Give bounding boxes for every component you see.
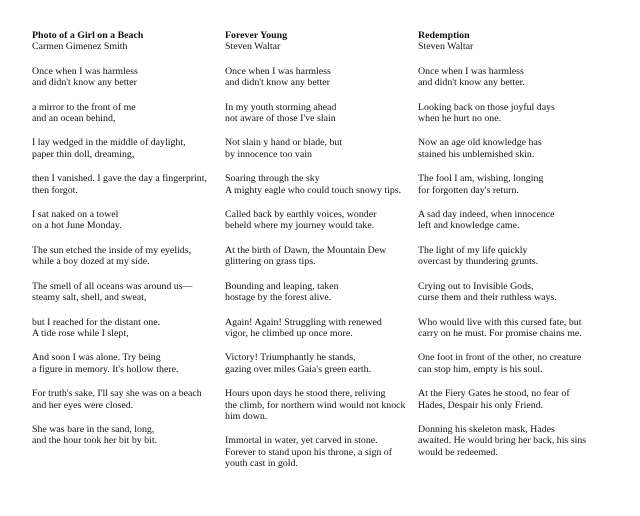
poem-line: Again! Again! Struggling with renewed bbox=[225, 316, 382, 328]
poem-line: the climb, for northern wind would not knock bbox=[225, 399, 406, 411]
stanza bbox=[418, 137, 610, 160]
stanza bbox=[418, 352, 610, 375]
poem-line: For truth's sake, I'll say she was on a beach bbox=[32, 388, 202, 400]
poem-author: Steven Waltar bbox=[418, 41, 474, 53]
poem-line: carry on he must. For promise chains me. bbox=[418, 327, 582, 339]
poem-line: Forever to stand upon his throne, a sign of bbox=[225, 446, 393, 458]
poem-line: awaited. He would bring her back, his sins bbox=[418, 435, 587, 447]
poem-line: him down. bbox=[225, 410, 268, 422]
poem-line: and the hour took her bit by bit. bbox=[32, 435, 158, 447]
poem-line: stained his unblemished skin. bbox=[418, 148, 535, 160]
stanza bbox=[32, 281, 220, 304]
poem-line: glittering on grass tips. bbox=[225, 256, 316, 268]
poem-line: and didn't know any better bbox=[225, 77, 330, 89]
poem-line: while a boy dozed at my side. bbox=[32, 256, 150, 268]
poem-line: Not slain y hand or blade, but bbox=[225, 137, 343, 149]
poem-line: A tide rose while I slept, bbox=[32, 327, 129, 339]
poem-line: Victory! Triumphantly he stands, bbox=[225, 352, 356, 364]
stanza bbox=[32, 137, 220, 160]
poem-line: vigor, he climbed up once more. bbox=[225, 327, 353, 339]
poem-line: She was bare in the sand, long, bbox=[32, 423, 155, 435]
poem-line: on a hot June Monday. bbox=[32, 220, 122, 232]
stanza bbox=[225, 66, 415, 89]
poem-line: then I vanished. I gave the day a fingerprint, bbox=[32, 173, 207, 185]
stanza bbox=[32, 245, 220, 268]
poem-column bbox=[418, 30, 610, 471]
poem-line: Crying out to Invisible Gods, bbox=[418, 280, 534, 292]
stanza bbox=[418, 102, 610, 125]
poem-column bbox=[32, 30, 220, 460]
poem-line: A sad day indeed, when innocence bbox=[418, 209, 555, 221]
stanza bbox=[225, 245, 415, 268]
poem-line: Called back by earthly voices, wonder bbox=[225, 209, 377, 221]
poem-title: Photo of a Girl on a Beach bbox=[32, 30, 144, 41]
stanza bbox=[225, 209, 415, 232]
stanza bbox=[32, 102, 220, 125]
stanza bbox=[32, 352, 220, 375]
stanza bbox=[225, 435, 415, 469]
stanza bbox=[418, 281, 610, 304]
poem-line: youth cast in gold. bbox=[225, 458, 298, 470]
poem-header bbox=[418, 30, 610, 53]
poem-header bbox=[32, 30, 220, 53]
poem-line: Immortal in water, yet carved in stone. bbox=[225, 435, 378, 447]
stanza bbox=[225, 173, 415, 196]
poem-line: by innocence too vain bbox=[225, 148, 312, 160]
stanza bbox=[418, 245, 610, 268]
poem-line: Once when I was harmless bbox=[32, 65, 138, 77]
poem-line: hostage by the forest alive. bbox=[225, 292, 332, 304]
poem-line: beheld where my journey would take. bbox=[225, 220, 375, 232]
poem-line: not aware of those I've slain bbox=[225, 113, 336, 125]
stanza bbox=[225, 137, 415, 160]
poem-line: In my youth storming ahead bbox=[225, 101, 337, 113]
poem-line: I lay wedged in the middle of daylight, bbox=[32, 137, 186, 149]
poem-line: Who would live with this cursed fate, but bbox=[418, 316, 582, 328]
stanza bbox=[32, 209, 220, 232]
poem-author: Carmen Gimenez Smith bbox=[32, 41, 128, 53]
stanza bbox=[32, 66, 220, 89]
poem-author: Steven Waltar bbox=[225, 41, 281, 53]
stanza bbox=[418, 317, 610, 340]
poem-line: overcast by thundering grunts. bbox=[418, 256, 539, 268]
poem-line: The smell of all oceans was around us— bbox=[32, 280, 193, 292]
poem-line: then forgot. bbox=[32, 184, 78, 196]
poem-line: steamy salt, shell, and sweat, bbox=[32, 292, 147, 304]
stanza bbox=[418, 173, 610, 196]
poem-line: I sat naked on a towel bbox=[32, 209, 119, 221]
poem-line: for forgotten day's return. bbox=[418, 184, 519, 196]
stanza bbox=[32, 317, 220, 340]
stanza bbox=[32, 173, 220, 196]
poem-line: and didn't know any better bbox=[32, 77, 137, 89]
stanza bbox=[225, 281, 415, 304]
poem-line: and didn't know any better. bbox=[418, 77, 525, 89]
poem-line: and an ocean behind, bbox=[32, 113, 116, 125]
stanza bbox=[418, 66, 610, 89]
poem-line: Looking back on those joyful days bbox=[418, 101, 555, 113]
poem-header bbox=[225, 30, 415, 53]
poem-line: Hours upon days he stood there, reliving bbox=[225, 388, 386, 400]
poem-line: Donning his skeleton mask, Hades bbox=[418, 423, 555, 435]
stanza bbox=[32, 388, 220, 411]
poem-line: The fool I am, wishing, longing bbox=[418, 173, 544, 185]
poem-title: Redemption bbox=[418, 30, 470, 41]
stanza bbox=[225, 388, 415, 422]
poem-line: a mirror to the front of me bbox=[32, 101, 136, 113]
poem-line: Soaring through the sky bbox=[225, 173, 320, 185]
poem-line: Now an age old knowledge has bbox=[418, 137, 542, 149]
poem-line: when he hurt no one. bbox=[418, 113, 502, 125]
poem-line: At the Fiery Gates he stood, no fear of bbox=[418, 388, 570, 400]
poem-line: Bounding and leaping, taken bbox=[225, 280, 339, 292]
poem-line: would be redeemed. bbox=[418, 446, 498, 458]
poem-line: One foot in front of the other, no creature bbox=[418, 352, 582, 364]
poem-line: a figure in memory. It's hollow there. bbox=[32, 363, 179, 375]
stanza bbox=[225, 102, 415, 125]
poem-line: but I reached for the distant one. bbox=[32, 316, 161, 328]
stanza bbox=[225, 352, 415, 375]
poem-line: At the birth of Dawn, the Mountain Dew bbox=[225, 244, 387, 256]
poem-line: and her eyes were closed. bbox=[32, 399, 134, 411]
poem-line: paper thin doll, dreaming, bbox=[32, 148, 135, 160]
stanza bbox=[418, 209, 610, 232]
poem-line: The light of my life quickly bbox=[418, 244, 528, 256]
stanza bbox=[225, 317, 415, 340]
poem-line: left and knowledge came. bbox=[418, 220, 520, 232]
stanza bbox=[418, 424, 610, 458]
stanza bbox=[418, 388, 610, 411]
poem-line: A mighty eagle who could touch snowy tips. bbox=[225, 184, 402, 196]
poem-line: Hades, Despair his only Friend. bbox=[418, 399, 544, 411]
poem-line: Once when I was harmless bbox=[225, 65, 331, 77]
poem-line: can stop him, empty is his soul. bbox=[418, 363, 543, 375]
poem-title: Forever Young bbox=[225, 30, 288, 41]
poem-column bbox=[225, 30, 415, 483]
poem-line: curse them and their ruthless ways. bbox=[418, 292, 557, 304]
poem-line: The sun etched the inside of my eyelids, bbox=[32, 244, 192, 256]
poem-line: And soon I was alone. Try being bbox=[32, 352, 161, 364]
poem-line: gazing over miles Gaia's green earth. bbox=[225, 363, 372, 375]
poem-line: Once when I was harmless bbox=[418, 65, 524, 77]
stanza bbox=[32, 424, 220, 447]
